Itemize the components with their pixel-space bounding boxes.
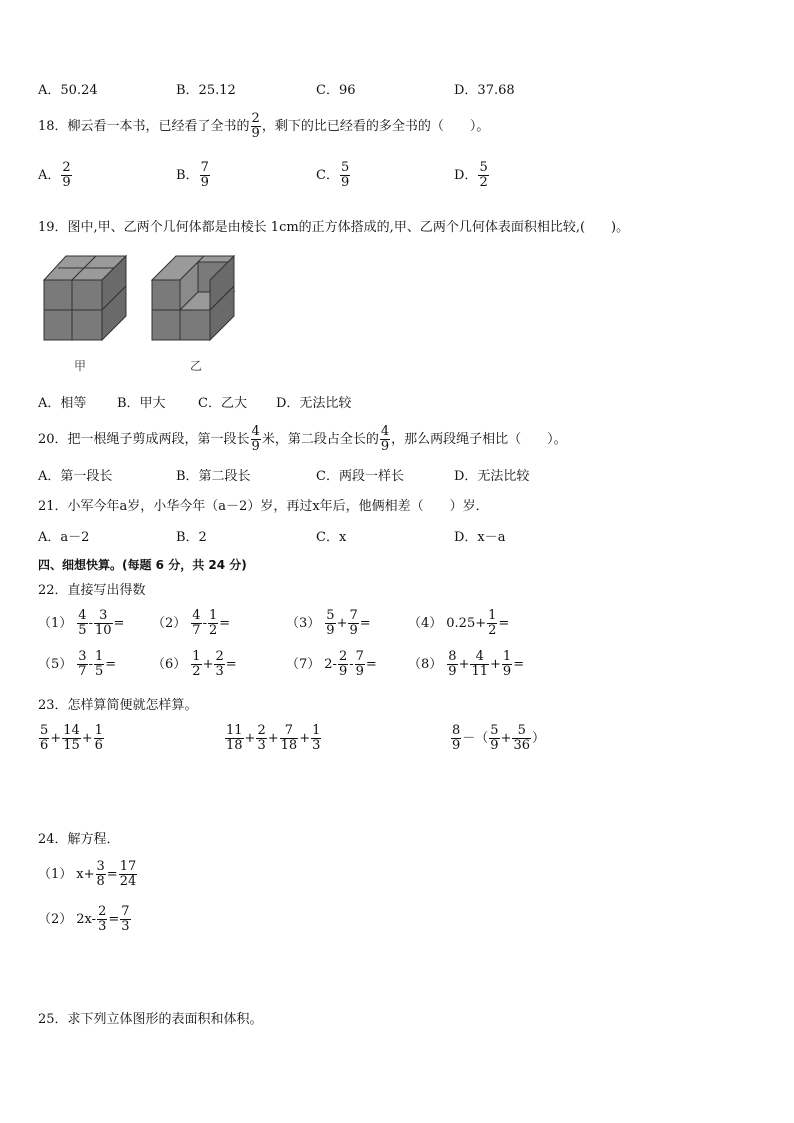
q24-item-2	[38, 905, 132, 934]
q18-option-b: B． $\frac{7}{9}$	[176, 160, 209, 190]
operator: =	[106, 866, 118, 882]
numerator: 1	[208, 608, 218, 623]
denominator: 10	[94, 623, 112, 638]
operator: =	[108, 911, 120, 927]
q21-option-d: D．x－a	[454, 530, 506, 545]
q18-option-d: D． $\frac{5}{2}$	[454, 160, 488, 190]
q20-prefix: 20．把一根绳子剪成两段，第一段长	[38, 431, 250, 447]
numerator: 3	[78, 649, 87, 664]
q20-suffix: ，那么两段绳子相比（ ）。	[391, 431, 567, 447]
operator: 0.25+	[446, 615, 487, 631]
item-number: （4）	[408, 615, 443, 631]
fraction	[214, 650, 224, 679]
item-number: （5）	[38, 656, 73, 672]
q20-option-d: D．无法比较	[454, 469, 530, 484]
q23-item-3	[450, 724, 545, 753]
q17-option-a: A．50.24	[38, 83, 98, 98]
operator: +	[202, 656, 214, 672]
fraction	[77, 609, 87, 638]
q22-item-5	[38, 650, 116, 679]
q22-item-7	[286, 650, 377, 679]
denominator: 18	[280, 738, 298, 753]
operator: -	[202, 615, 207, 631]
numerator: 8	[448, 649, 457, 664]
denominator: 6	[40, 738, 49, 753]
q22-item-2	[152, 609, 230, 638]
item-number: （7）	[286, 656, 321, 672]
numerator: 3	[96, 859, 105, 874]
denominator: 11	[471, 664, 489, 679]
q21-question: 21．小军今年a岁，小华今年（a－2）岁，再过x年后，他俩相差（ ）岁．	[38, 499, 489, 514]
item-number: （8）	[408, 656, 443, 672]
q20-mid: 米，第二段占全长的	[261, 431, 379, 447]
q18-option-a: A． $\frac{2}{9}$	[38, 160, 71, 190]
operator: +	[50, 730, 62, 746]
fraction	[355, 650, 365, 679]
q21-option-c: C．x	[316, 530, 347, 545]
denominator: 9	[349, 623, 358, 638]
numerator: 1	[192, 649, 201, 664]
fraction	[512, 724, 531, 753]
numerator: 7	[284, 723, 294, 738]
fraction	[120, 905, 130, 934]
denominator: 7	[192, 623, 201, 638]
numerator: 2	[215, 649, 224, 664]
operator: =	[359, 615, 371, 631]
operator: =	[365, 656, 377, 672]
q19-option-c: C．乙大	[198, 396, 247, 411]
fraction	[447, 650, 457, 679]
q25-question: 25．求下列立体图形的表面积和体积。	[38, 1012, 263, 1027]
item-number: （6）	[152, 656, 187, 672]
fraction	[280, 724, 299, 753]
fraction	[348, 609, 358, 638]
numerator: 5	[490, 723, 499, 738]
denominator: 9	[490, 738, 499, 753]
fraction	[62, 724, 81, 753]
fraction	[94, 609, 113, 638]
operator: 2x-	[76, 911, 97, 927]
fraction	[96, 860, 106, 889]
operator: +	[267, 730, 279, 746]
denominator: 3	[98, 919, 107, 934]
denominator: 2	[192, 664, 201, 679]
operator: =	[513, 656, 525, 672]
numerator: 3	[99, 608, 108, 623]
q21-option-b: B．2	[176, 530, 207, 545]
fraction	[311, 724, 321, 753]
denominator: 36	[513, 738, 531, 753]
denominator: 2	[208, 623, 218, 638]
q18-prefix: 18．柳云看一本书，已经看了全书的	[38, 118, 250, 134]
operator: 2-	[324, 656, 337, 672]
fraction	[325, 609, 335, 638]
fraction	[338, 650, 348, 679]
cube-figures-image	[38, 248, 268, 378]
q17-option-c: C．96	[316, 83, 356, 98]
numerator: 1	[488, 608, 497, 623]
numerator: 11	[226, 723, 243, 738]
q20-fraction-2: $\frac{4}{9}$	[380, 424, 390, 454]
numerator: 7	[355, 649, 364, 664]
operator: x+	[76, 866, 95, 882]
denominator: 24	[119, 874, 137, 889]
q20-option-c: C．两段一样长	[316, 469, 404, 484]
fraction	[191, 650, 201, 679]
denominator: 9	[452, 738, 461, 753]
denominator: 3	[257, 738, 266, 753]
q18-option-c: C． $\frac{5}{9}$	[316, 160, 350, 190]
denominator: 6	[94, 738, 103, 753]
figure-label-b: 乙	[190, 359, 203, 373]
operator: =	[113, 615, 125, 631]
item-number: （1）	[38, 866, 73, 882]
denominator: 7	[78, 664, 87, 679]
numerator: 4	[475, 649, 484, 664]
denominator: 5	[78, 623, 87, 638]
operator: +	[81, 730, 93, 746]
q18-fraction: $\frac{2}{9}$	[251, 111, 260, 141]
numerator: 1	[312, 723, 321, 738]
operator: -	[88, 656, 93, 672]
numerator: 8	[452, 723, 461, 738]
numerator: 17	[119, 859, 137, 874]
operator: +	[458, 656, 470, 672]
q22-title: 22．直接写出得数	[38, 583, 146, 598]
q18-suffix: ，剩下的比已经看的多全书的（ ）。	[261, 118, 490, 134]
numerator: 5	[517, 723, 526, 738]
fraction	[451, 724, 461, 753]
fraction	[191, 609, 201, 638]
operator: －（	[462, 730, 489, 746]
q23-title: 23．怎样算简便就怎样算。	[38, 698, 198, 713]
item-number: （2）	[152, 615, 187, 631]
q20-question	[38, 425, 567, 454]
q17-option-b: B．25.12	[176, 83, 236, 98]
fraction	[208, 609, 218, 638]
denominator: 18	[226, 738, 243, 753]
denominator: 15	[63, 738, 80, 753]
q19-figure	[38, 248, 268, 378]
denominator: 5	[94, 664, 104, 679]
operator: =	[498, 615, 510, 631]
denominator: 9	[338, 664, 348, 679]
item-number: （1）	[38, 615, 73, 631]
fraction	[489, 724, 499, 753]
item-number: （3）	[286, 615, 321, 631]
numerator: 2	[98, 904, 107, 919]
denominator: 3	[121, 919, 130, 934]
operator: +	[336, 615, 348, 631]
q23-item-1	[38, 724, 105, 753]
numerator: 2	[338, 649, 348, 664]
operator: =	[225, 656, 237, 672]
fraction	[97, 905, 107, 934]
numerator: 5	[326, 608, 335, 623]
numerator: 7	[349, 608, 358, 623]
fraction	[94, 650, 104, 679]
fraction	[470, 650, 489, 679]
denominator: 3	[215, 664, 224, 679]
q19-option-a: A．相等	[38, 396, 87, 411]
denominator: 9	[355, 664, 364, 679]
numerator: 2	[257, 723, 266, 738]
denominator: 3	[312, 738, 321, 753]
q22-item-3	[286, 609, 371, 638]
numerator: 14	[63, 723, 80, 738]
denominator: 9	[502, 664, 512, 679]
q22-item-6	[152, 650, 237, 679]
denominator: 2	[488, 623, 497, 638]
operator: +	[500, 730, 512, 746]
q18-question	[38, 112, 489, 141]
operator: +	[490, 656, 501, 672]
q21-option-a: A．a－2	[38, 530, 90, 545]
q20-option-b: B．第二段长	[176, 469, 251, 484]
q24-item-1	[38, 860, 138, 889]
q20-option-a: A．第一段长	[38, 469, 113, 484]
q22-item-4	[408, 609, 509, 638]
numerator: 4	[192, 608, 201, 623]
fraction	[94, 724, 104, 753]
fraction	[119, 860, 138, 889]
q19-option-b: B．甲大	[117, 396, 166, 411]
q17-option-d: D．37.68	[454, 83, 515, 98]
operator: +	[299, 730, 311, 746]
item-number: （2）	[38, 911, 73, 927]
numerator: 1	[94, 723, 103, 738]
numerator: 4	[78, 608, 87, 623]
numerator: 1	[502, 649, 512, 664]
fraction	[77, 650, 87, 679]
fraction	[225, 724, 244, 753]
operator: -	[349, 656, 354, 672]
fraction	[39, 724, 49, 753]
q19-option-d: D．无法比较	[276, 396, 352, 411]
operator: =	[105, 656, 117, 672]
numerator: 7	[121, 904, 130, 919]
denominator: 8	[96, 874, 105, 889]
numerator: 1	[94, 649, 104, 664]
fraction	[487, 609, 497, 638]
operator: +	[244, 730, 256, 746]
q23-item-2	[224, 724, 322, 753]
q22-item-8	[408, 650, 524, 679]
numerator: 5	[40, 723, 49, 738]
fraction	[256, 724, 266, 753]
operator: =	[219, 615, 231, 631]
q24-title: 24．解方程．	[38, 832, 120, 847]
denominator: 9	[326, 623, 335, 638]
figure-label-a: 甲	[74, 359, 87, 373]
denominator: 9	[448, 664, 457, 679]
q19-question: 19．图中,甲、乙两个几何体都是由棱长 1cm的正方体搭成的,甲、乙两个几何体表面积相比较,( )。	[38, 220, 630, 235]
q20-fraction-1: $\frac{4}{9}$	[251, 424, 260, 454]
section-heading: 四、细想快算。(每题 6 分，共 24 分)	[38, 558, 247, 572]
q22-item-1	[38, 609, 124, 638]
operator: ）	[532, 730, 546, 746]
fraction	[502, 650, 512, 679]
operator: -	[88, 615, 93, 631]
